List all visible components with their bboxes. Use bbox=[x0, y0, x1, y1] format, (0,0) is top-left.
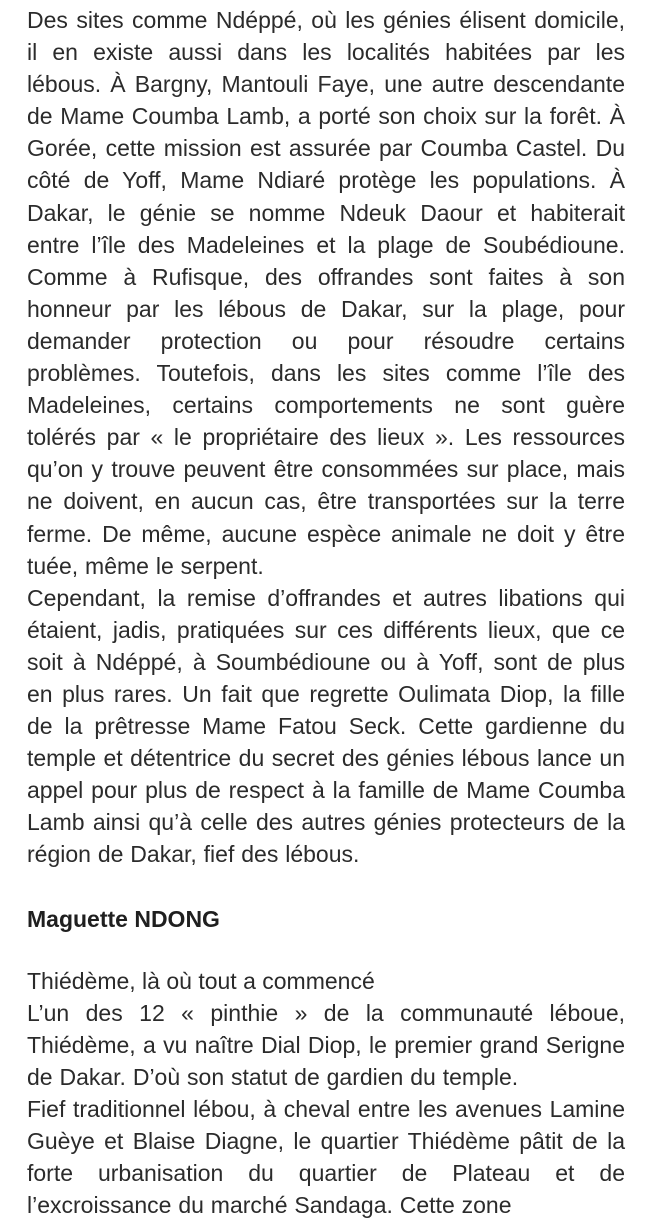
paragraph-thiedeme-fief: Fief traditionnel lébou, à cheval entre les avenues Lamine Guèye et Blaise Diagne, le quartier Thiédème pâtit de la forte urbanisation du quartier de Plateau et de l’excroissance du marché Sandaga. Cette zone bbox=[27, 1095, 625, 1219]
paragraph-thiedeme-pinthie: L’un des 12 « pinthie » de la communauté léboue, Thiédème, a vu naître Dial Diop, le premier grand Serigne de Dakar. D’où son statut de gardien du temple. bbox=[27, 999, 625, 1090]
paragraph-genies-sites: Des sites comme Ndéppé, où les génies élisent domicile, il en existe aussi dans les localités habitées par les lébous. À Bargny, Mantouli Faye, une autre descendante de Mame Coumba Lamb, a porté son choix sur la forêt. À Gorée, cette mission est assurée par Coumba Castel. Du côté de Yoff, Mame Ndiaré protège les populations. À Dakar, le génie se nomme Ndeuk Daour et habiterait entre l’île des Madeleines et la plage de Soubédioune. Comme à Rufisque, des offrandes sont faites à son honneur par les lébous de Dakar, sur la plage, pour demander protection ou pour résoudre certains problèmes. Toutefois, dans les sites comme l’île des Madeleines, certains comportements ne sont guère tolérés par « le propriétaire des lieux ». Les ressources qu’on y trouve peuvent être consommées sur place, mais ne doivent, en aucun cas, être transportées sur la terre ferme. De même, aucune espèce animale ne doit y être tuée, même le serpent. bbox=[27, 7, 625, 579]
article-body bbox=[27, 0, 625, 1221]
paragraph-offrandes-rares: Cependant, la remise d’offrandes et autres libations qui étaient, jadis, pratiquées sur ces différents lieux, que ce soit à Ndéppé, à Soumbédioune ou à Yoff, sont de plus en plus rares. Un fait que regrette Oulimata Diop, la fille de la prêtresse Mame Fatou Seck. Cette gardienne du temple et détentrice du secret des génies lébous lance un appel pour plus de respect à la famille de Mame Coumba Lamb ainsi qu’à celle des autres génies protecteurs de la région de Dakar, fief des lébous. bbox=[27, 584, 625, 868]
author-byline: Maguette NDONG bbox=[27, 905, 220, 932]
section-title: Thiédème, là où tout a commencé bbox=[27, 967, 375, 994]
